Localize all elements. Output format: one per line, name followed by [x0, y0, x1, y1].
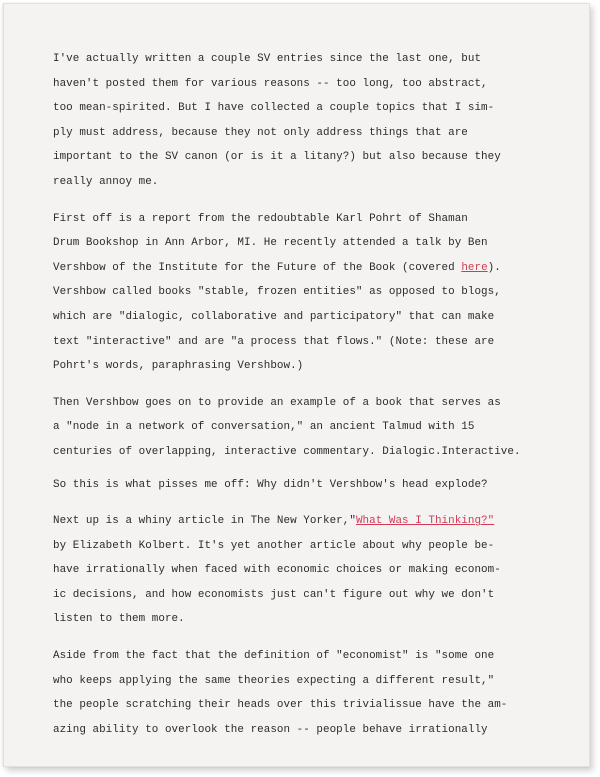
- text-line: [53, 354, 573, 379]
- text-segment: important to the SV canon (or is it a litany?) but also because they: [53, 151, 501, 164]
- text-segment: ply must address, because they not only address things that are: [53, 126, 468, 139]
- text-line: [53, 145, 573, 170]
- text-line: [53, 473, 573, 498]
- text-segment: by Elizabeth Kolbert. It's yet another article about why people be-: [53, 539, 495, 552]
- text-line: [53, 47, 573, 72]
- text-segment: really annoy me.: [53, 175, 159, 188]
- text-line: [53, 718, 573, 743]
- paragraph-gap: [53, 632, 573, 644]
- text-segment: Next up is a whiny article in The New Yorker,": [53, 515, 356, 528]
- paragraph: [53, 509, 573, 632]
- text-segment: ).: [487, 261, 501, 274]
- text-line: [53, 415, 573, 440]
- text-segment: Vershbow called books "stable, frozen entities" as opposed to blogs,: [53, 286, 501, 299]
- paragraph: [53, 47, 573, 195]
- paragraph: [53, 207, 573, 379]
- text-segment: Then Vershbow goes on to provide an example of a book that serves as: [53, 396, 501, 409]
- text-segment: have irrationally when faced with economic choices or making econom-: [53, 564, 501, 577]
- text-line: [53, 72, 573, 97]
- paragraph: [53, 473, 573, 498]
- text-segment: So this is what pisses me off: Why didn't Vershbow's head explode?: [53, 478, 488, 491]
- text-segment: centuries of overlapping, interactive commentary. Dialogic.Interactive.: [53, 445, 521, 458]
- text-segment: ic decisions, and how economists just can't figure out why we don't: [53, 588, 495, 601]
- paragraph-gap: [53, 465, 573, 473]
- text-segment: First off is a report from the redoubtable Karl Pohrt of Shaman: [53, 212, 468, 225]
- text-line: [53, 231, 573, 256]
- text-line: [53, 583, 573, 608]
- text-line: [53, 121, 573, 146]
- text-segment: a "node in a network of conversation," an ancient Talmud with 15: [53, 421, 475, 434]
- text-line: [53, 607, 573, 632]
- text-segment: haven't posted them for various reasons -- too long, too abstract,: [53, 77, 488, 90]
- text-line: [53, 170, 573, 195]
- text-line: [53, 305, 573, 330]
- text-line: [53, 256, 573, 281]
- text-line: [53, 330, 573, 355]
- hyperlink[interactable]: What Was I Thinking?": [355, 515, 495, 528]
- text-line: [53, 644, 573, 669]
- text-segment: Vershbow of the Institute for the Future of the Book (covered: [53, 261, 462, 274]
- hyperlink[interactable]: here: [461, 261, 488, 274]
- text-segment: who keeps applying the same theories expecting a different result,": [53, 674, 495, 687]
- text-line: [53, 207, 573, 232]
- paragraph: [53, 391, 573, 465]
- text-line: [53, 280, 573, 305]
- text-segment: azing ability to overlook the reason -- people behave irrationally: [53, 723, 488, 736]
- text-line: [53, 96, 573, 121]
- text-line: [53, 509, 573, 534]
- paragraph-gap: [53, 195, 573, 207]
- paragraph: [53, 644, 573, 742]
- text-segment: Drum Bookshop in Ann Arbor, MI. He recently attended a talk by Ben: [53, 237, 488, 250]
- text-line: [53, 391, 573, 416]
- text-segment: which are "dialogic, collaborative and participatory" that can make: [53, 310, 495, 323]
- text-segment: the people scratching their heads over this trivialissue have the am-: [53, 699, 508, 712]
- text-segment: text "interactive" and are "a process that flows." (Note: these are: [53, 335, 495, 348]
- text-line: [53, 534, 573, 559]
- typewritten-text: [53, 47, 573, 742]
- paragraph-gap: [53, 497, 573, 509]
- text-segment: too mean-spirited. But I have collected a couple topics that I sim-: [53, 102, 495, 115]
- paragraph-gap: [53, 379, 573, 391]
- text-line: [53, 669, 573, 694]
- text-segment: I've actually written a couple SV entries since the last one, but: [53, 53, 482, 65]
- text-line: [53, 558, 573, 583]
- text-line: [53, 693, 573, 718]
- text-line: [53, 440, 573, 465]
- text-segment: listen to them more.: [53, 613, 185, 626]
- text-segment: Pohrt's words, paraphrasing Vershbow.): [53, 360, 304, 373]
- text-segment: Aside from the fact that the definition of "economist" is "some one: [53, 650, 495, 663]
